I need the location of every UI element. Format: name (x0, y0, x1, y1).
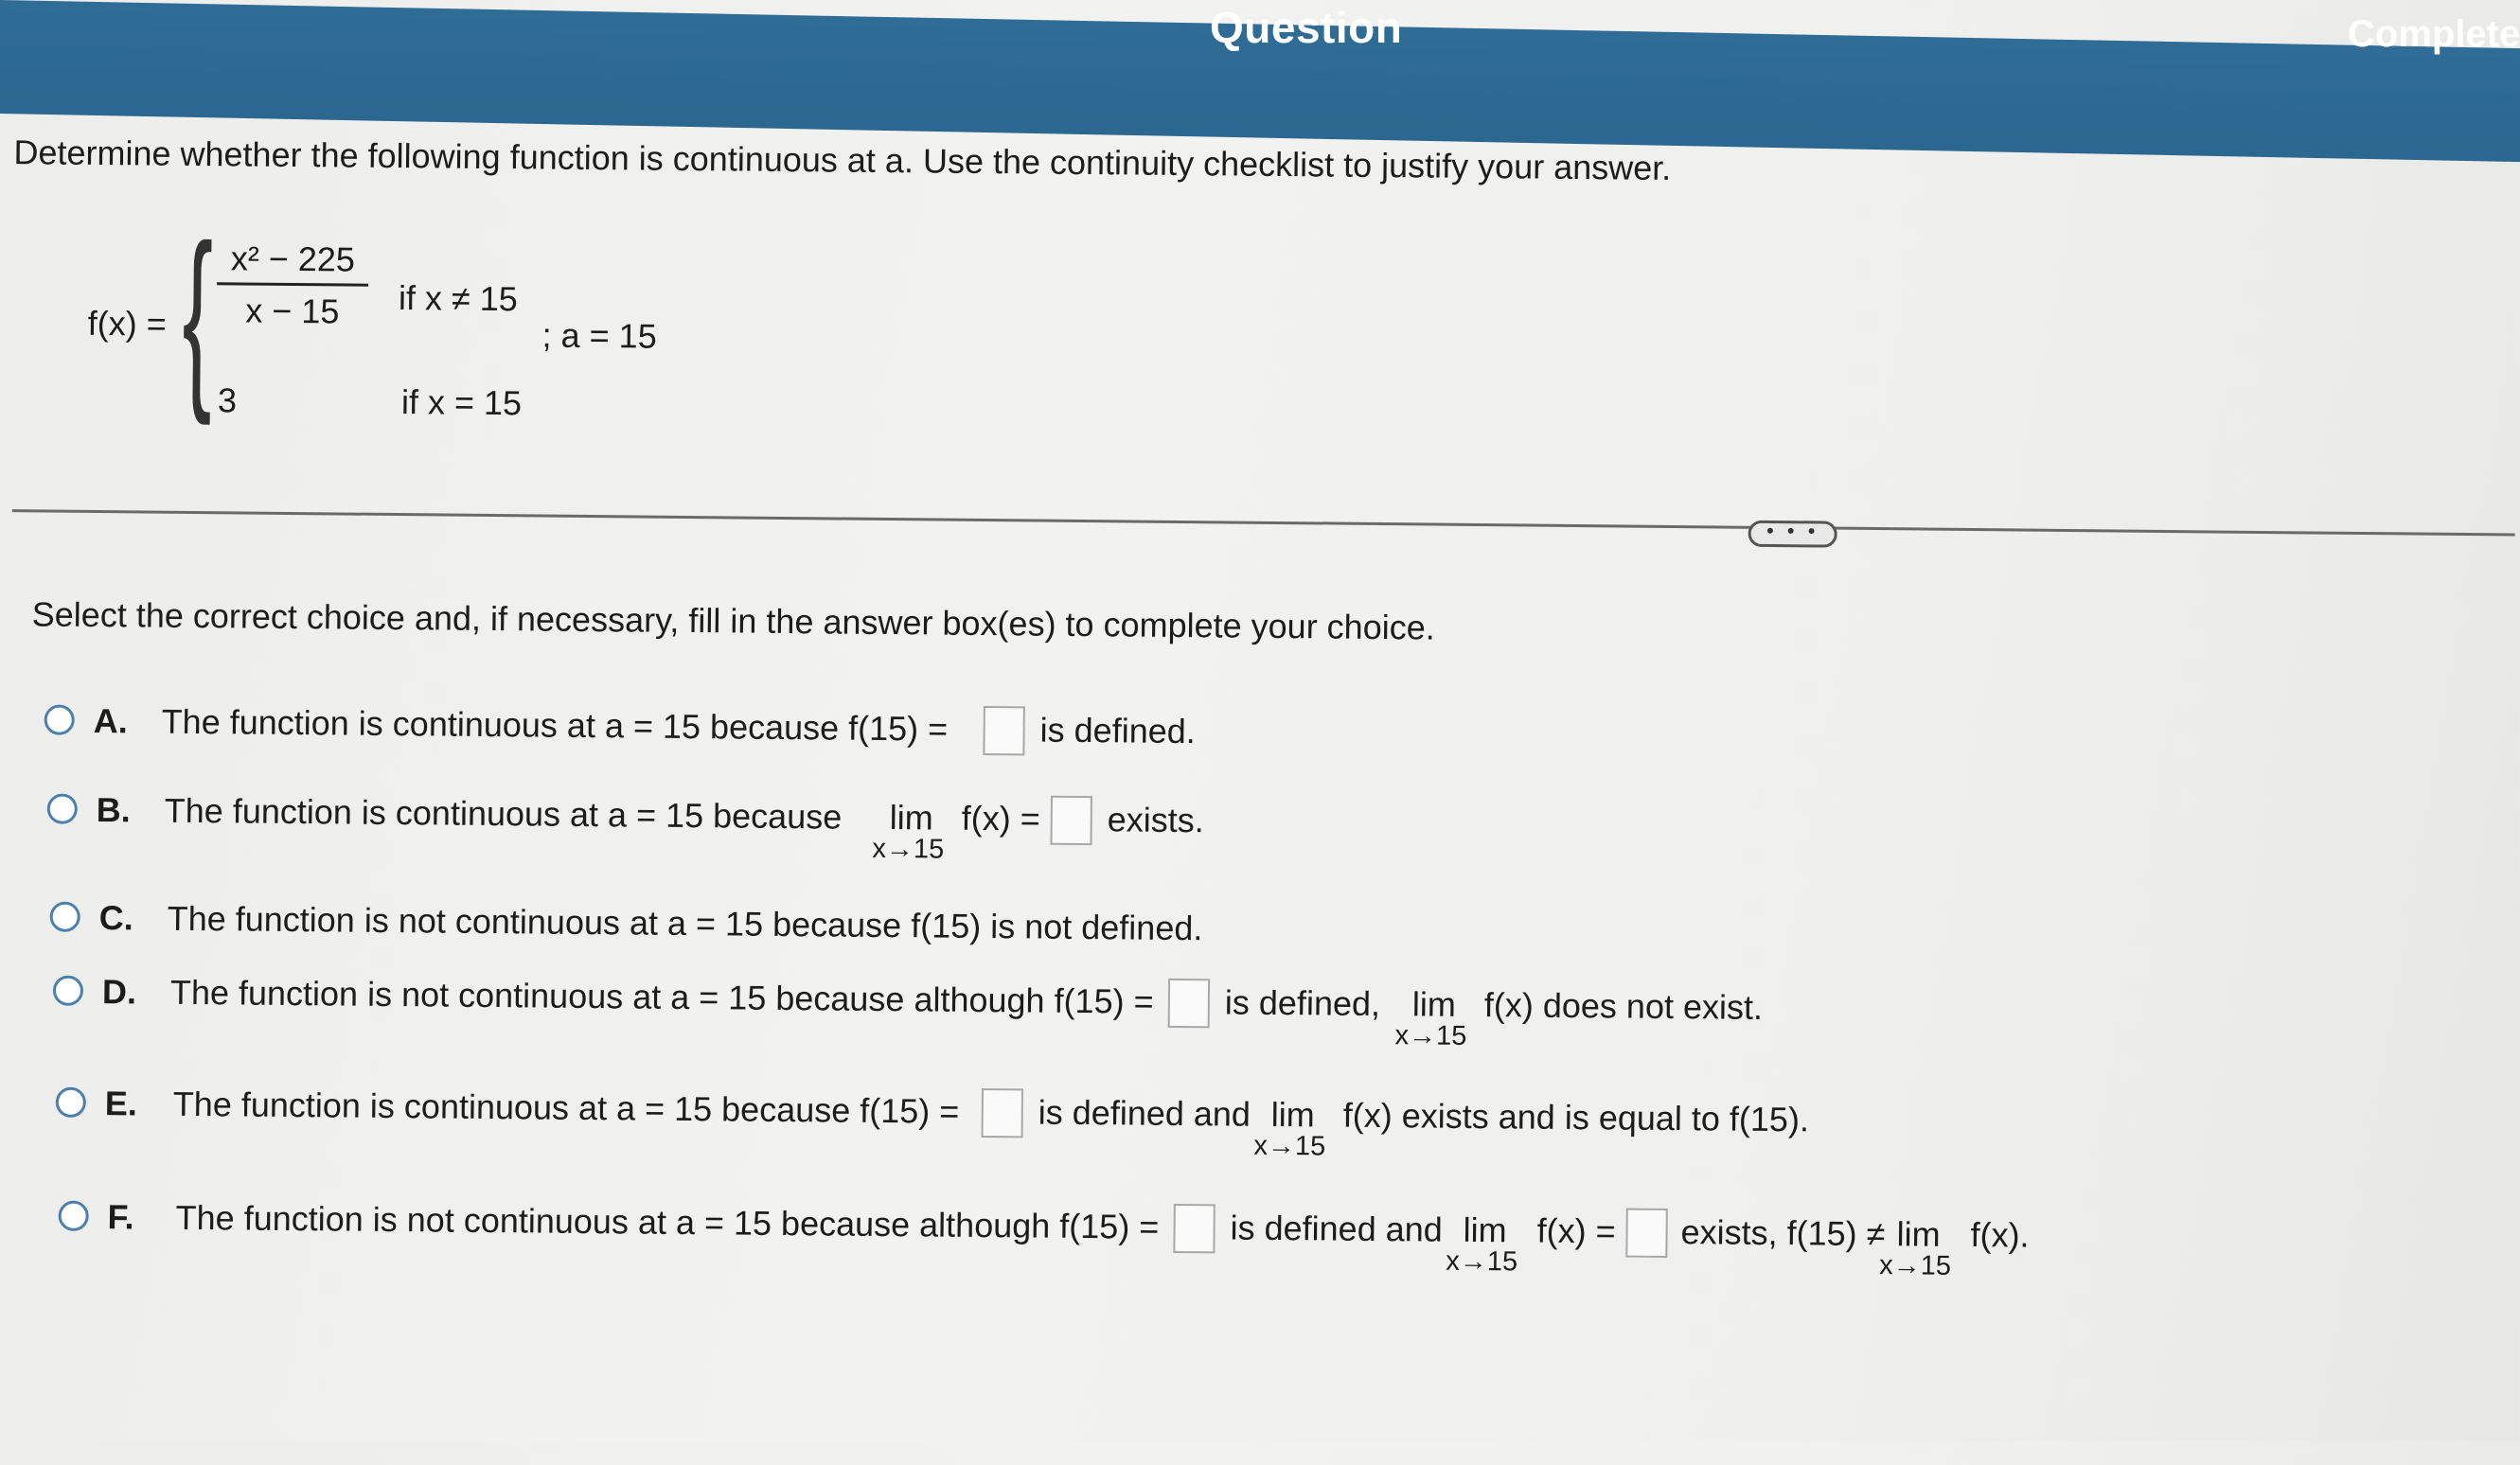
more-options-button[interactable]: • • • (1748, 521, 1837, 548)
case1-fraction (217, 238, 369, 332)
choice-text: f(x). (1970, 1215, 2030, 1255)
lim-operator: lim (889, 798, 933, 838)
lim-operator: lim (1411, 984, 1457, 1024)
radio-f[interactable] (59, 1201, 89, 1231)
lim-subscript: x→15 (1253, 1130, 1326, 1162)
radio-b[interactable] (47, 794, 78, 824)
choice-e[interactable] (55, 1084, 1810, 1162)
choice-text: is defined and (1038, 1092, 1251, 1134)
lim-operator: lim (1270, 1094, 1315, 1135)
header-title: Question (1210, 3, 1403, 52)
choice-b[interactable] (46, 790, 1204, 865)
choice-letter: F. (107, 1197, 134, 1237)
choice-text: exists. (1107, 800, 1204, 840)
lim-subscript: x→15 (1446, 1245, 1518, 1278)
lim-subscript: x→15 (1879, 1250, 1952, 1281)
answer-box-b[interactable] (1050, 796, 1091, 845)
case1-numerator: x² − 225 (217, 238, 368, 287)
answer-box-e[interactable] (982, 1088, 1023, 1138)
question-prompt: Determine whether the following function is continuous at a. Use the continuity checklist to justify your answer. (13, 132, 1672, 187)
choice-letter: B. (96, 790, 131, 830)
answer-box-f1[interactable] (1173, 1204, 1215, 1253)
choice-letter: C. (98, 898, 133, 938)
choice-text: The function is continuous at a = 15 because f(15) = (172, 1084, 960, 1131)
choice-text: f(x) = (961, 798, 1040, 838)
choice-text: is defined. (1039, 710, 1196, 751)
answer-box-d[interactable] (1168, 979, 1210, 1028)
case1-condition: if x ≠ 15 (398, 278, 519, 319)
choice-text: f(x) does not exist. (1483, 985, 1764, 1027)
lim-subscript: x→15 (1394, 1020, 1467, 1051)
case2-condition: if x = 15 (400, 382, 523, 423)
choice-text: The function is not continuous at a = 15 because f(15) is not defined. (167, 898, 1203, 948)
header-status: Complete (2348, 13, 2520, 55)
choice-text: f(x) exists and is equal to f(15). (1342, 1095, 1810, 1139)
choice-text: The function is not continuous at a = 15 because although f(15) = (175, 1197, 1160, 1246)
choice-text: The function is continuous at a = 15 because (164, 790, 843, 837)
choice-letter: E. (104, 1084, 138, 1123)
function-label: f(x) = (87, 303, 167, 344)
choice-text: The function is not continuous at a = 15 because although f(15) = (169, 972, 1154, 1021)
piecewise-brace: { (181, 203, 214, 427)
case2-value: 3 (217, 380, 238, 420)
choice-c[interactable] (49, 898, 1203, 959)
choice-letter: D. (101, 972, 137, 1012)
choice-text: exists, f(15) ≠ (1680, 1212, 1886, 1254)
choice-f[interactable] (58, 1197, 2030, 1281)
radio-d[interactable] (53, 976, 83, 1006)
choice-text: is defined and (1230, 1208, 1443, 1249)
choice-text: f(x) = (1536, 1210, 1616, 1251)
answer-box-f2[interactable] (1625, 1209, 1667, 1258)
choice-text: The function is continuous at a = 15 because f(15) = (161, 701, 949, 749)
choice-letter: A. (93, 700, 128, 741)
radio-c[interactable] (50, 902, 80, 932)
answer-box-a[interactable] (983, 706, 1024, 755)
lim-subscript: x→15 (872, 833, 945, 865)
lim-operator: lim (1896, 1214, 1941, 1254)
choice-d[interactable] (53, 972, 1764, 1051)
a-value: ; a = 15 (541, 315, 657, 356)
choice-text: is defined, (1224, 982, 1381, 1024)
instruction-text: Select the correct choice and, if necessary, fill in the answer box(es) to complete your choice. (31, 594, 1435, 647)
case1-denominator: x − 15 (245, 291, 340, 331)
section-divider (12, 509, 2515, 536)
lim-operator: lim (1463, 1209, 1507, 1250)
radio-e[interactable] (56, 1087, 86, 1118)
radio-a[interactable] (44, 704, 75, 734)
